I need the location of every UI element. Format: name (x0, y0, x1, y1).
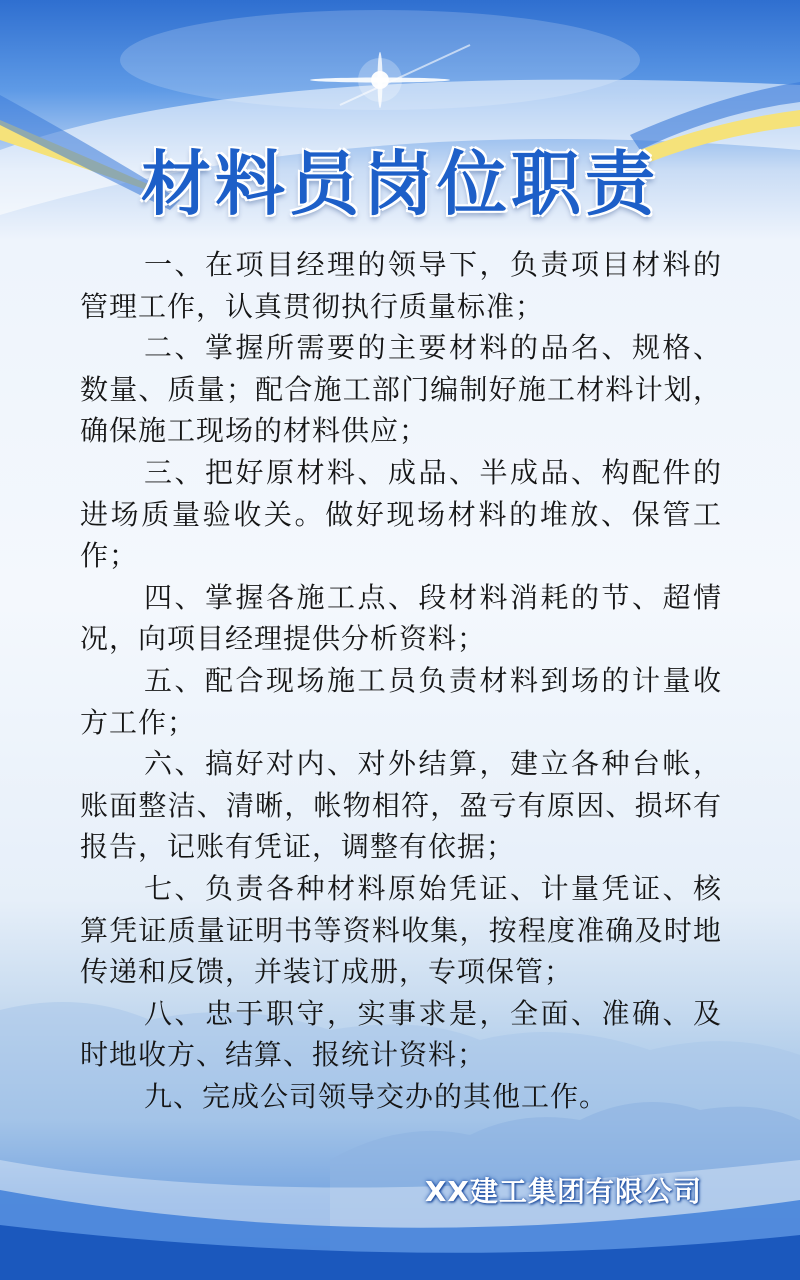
duty-item: 七、负责各种材料原始凭证、计量凭证、核算凭证质量证明书等资料收集，按程度准确及时地传递和反馈，并装订成册，专项保管； (80, 871, 722, 989)
page-title: 材料员岗位职责 (141, 143, 659, 225)
duty-item: 二、掌握所需要的主要材料的品名、规格、数量、质量；配合施工部门编制好施工材料计划，确保施工现场的材料供应； (80, 331, 722, 448)
company-name: XX建工集团有限公司 (424, 1175, 702, 1208)
duty-item: 九、完成公司领导交办的其他工作。 (144, 1079, 609, 1113)
duty-item: 六、搞好对内、对外结算，建立各种台帐，账面整洁、清晰，帐物相符，盈亏有原因、损坏有报告，记账有凭证，调整有依据； (80, 747, 722, 864)
duty-item: 一、在项目经理的领导下，负责项目材料的管理工作，认真贯彻执行质量标准； (80, 248, 722, 323)
duty-item: 三、把好原材料、成品、半成品、构配件的进场质量验收关。做好现场材料的堆放、保管工作； (80, 455, 722, 573)
duty-item: 五、配合现场施工员负责材料到场的计量收方工作； (80, 663, 722, 739)
duty-item: 四、掌握各施工点、段材料消耗的节、超情况，向项目经理提供分析资料； (80, 580, 722, 656)
duties-list (80, 244, 722, 1117)
duty-item: 八、忠于职守，实事求是，全面、准确、及时地收方、结算、报统计资料； (80, 996, 722, 1072)
